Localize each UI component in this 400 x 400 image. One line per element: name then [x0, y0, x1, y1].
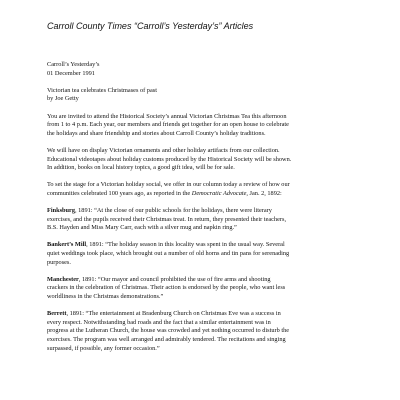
- entry-line: worldliness in the Christmas demonstrations.”: [47, 293, 164, 301]
- entry-line: crackers in the celebration of Christmas. Their action is endorsed by the people, who want less: [47, 284, 286, 292]
- entry-berrett: [47, 310, 361, 353]
- display-line: We will have on display Victorian ornaments and other holiday artifacts from our collection.: [47, 146, 280, 154]
- entry-line: purposes.: [47, 258, 71, 266]
- entry-text: , 1891: “At the close of our public schools for the holidays, there were literary: [75, 207, 272, 215]
- entry-line: B.S. Hayden and Miss Mary Carr, each with a silver mug and napkin ring.”: [47, 224, 237, 232]
- entry-line: progress at the Lutheran Church, the house was crowded and yet nothing occurred to disturb the: [47, 327, 290, 335]
- stage-line: To set the stage for a Victorian holiday social, we offer in our column today a review of how our: [47, 181, 290, 189]
- intro-line: You are invited to attend the Historical Society’s annual Victorian Christmas Tea this afternoon: [47, 112, 287, 120]
- document-title: Carroll County Times “Carroll’s Yesterday’s” Articles: [47, 21, 254, 31]
- entry-line: quiet weddings took place, which brought out a number of old horns and tin pans for serenading: [47, 250, 290, 258]
- display-line: In addition, books on local history topics, a good gift idea, will be for sale.: [47, 164, 235, 172]
- entry-line: exercises, and the pupils received their Christmas treat. In return, they presented their teachers,: [47, 215, 287, 223]
- entry-place: Berrett: [47, 310, 67, 318]
- entry-first-line: [47, 276, 361, 285]
- display-line: Educational videotapes about holiday customs produced by the Historical Society will be shown.: [47, 155, 292, 163]
- entry-first-line: [47, 241, 361, 250]
- column-header: [47, 61, 361, 78]
- entry-first-line: [47, 207, 361, 216]
- entry-line: exercises. The program was well arranged and admirably tendered. The recitations and singing: [47, 336, 286, 343]
- stage-paragraph: [47, 181, 361, 198]
- entry-text: , 1891: “The entertainment at Bradenburg Church on Christmas Eve was a success in: [66, 310, 281, 318]
- display-paragraph: [47, 147, 361, 173]
- byline: by Joe Getty: [47, 95, 79, 103]
- entry-place: Bankert’s Mill: [47, 241, 87, 249]
- entry-text: , 1891: “Our mayor and council prohibited the use of fire arms and shooting: [78, 275, 271, 283]
- entry-bankerts-mill: [47, 241, 361, 267]
- article-body: [47, 61, 361, 362]
- entry-manchester: [47, 276, 361, 302]
- intro-line: from 1 to 4 p.m. Each year, our members and friends get together for an open house to celebrate: [47, 121, 289, 129]
- entry-first-line: [47, 310, 361, 319]
- column-name: Carroll’s Yesterday’s: [47, 61, 100, 68]
- entry-place: Manchester: [47, 275, 79, 283]
- article-heading: [47, 87, 361, 104]
- entry-line: every respect. Notwithstanding bad roads and the fact that a similar entertainment was in: [47, 318, 271, 326]
- stage-text: communities celebrated 100 years ago, as reported in the: [47, 189, 192, 197]
- entry-text: , 1891: “The holiday season in this locality was spent in the usual way. Several: [86, 241, 285, 249]
- entry-place: Finksburg: [47, 207, 75, 215]
- intro-line: the holidays and share friendship and stories about Carroll County’s holiday traditions.: [47, 129, 266, 137]
- entry-finksburg: [47, 207, 361, 233]
- column-date: 01 December 1991: [47, 69, 95, 77]
- newspaper-name: Democratic Advocate: [191, 189, 247, 197]
- stage-line: [47, 190, 361, 199]
- intro-paragraph: [47, 113, 361, 139]
- headline: Victorian tea celebrates Christmases of past: [47, 86, 157, 94]
- stage-text: , Jan. 2, 1892:: [246, 189, 282, 197]
- entry-line: surpassed, if possible, any former occasion.”: [47, 344, 160, 352]
